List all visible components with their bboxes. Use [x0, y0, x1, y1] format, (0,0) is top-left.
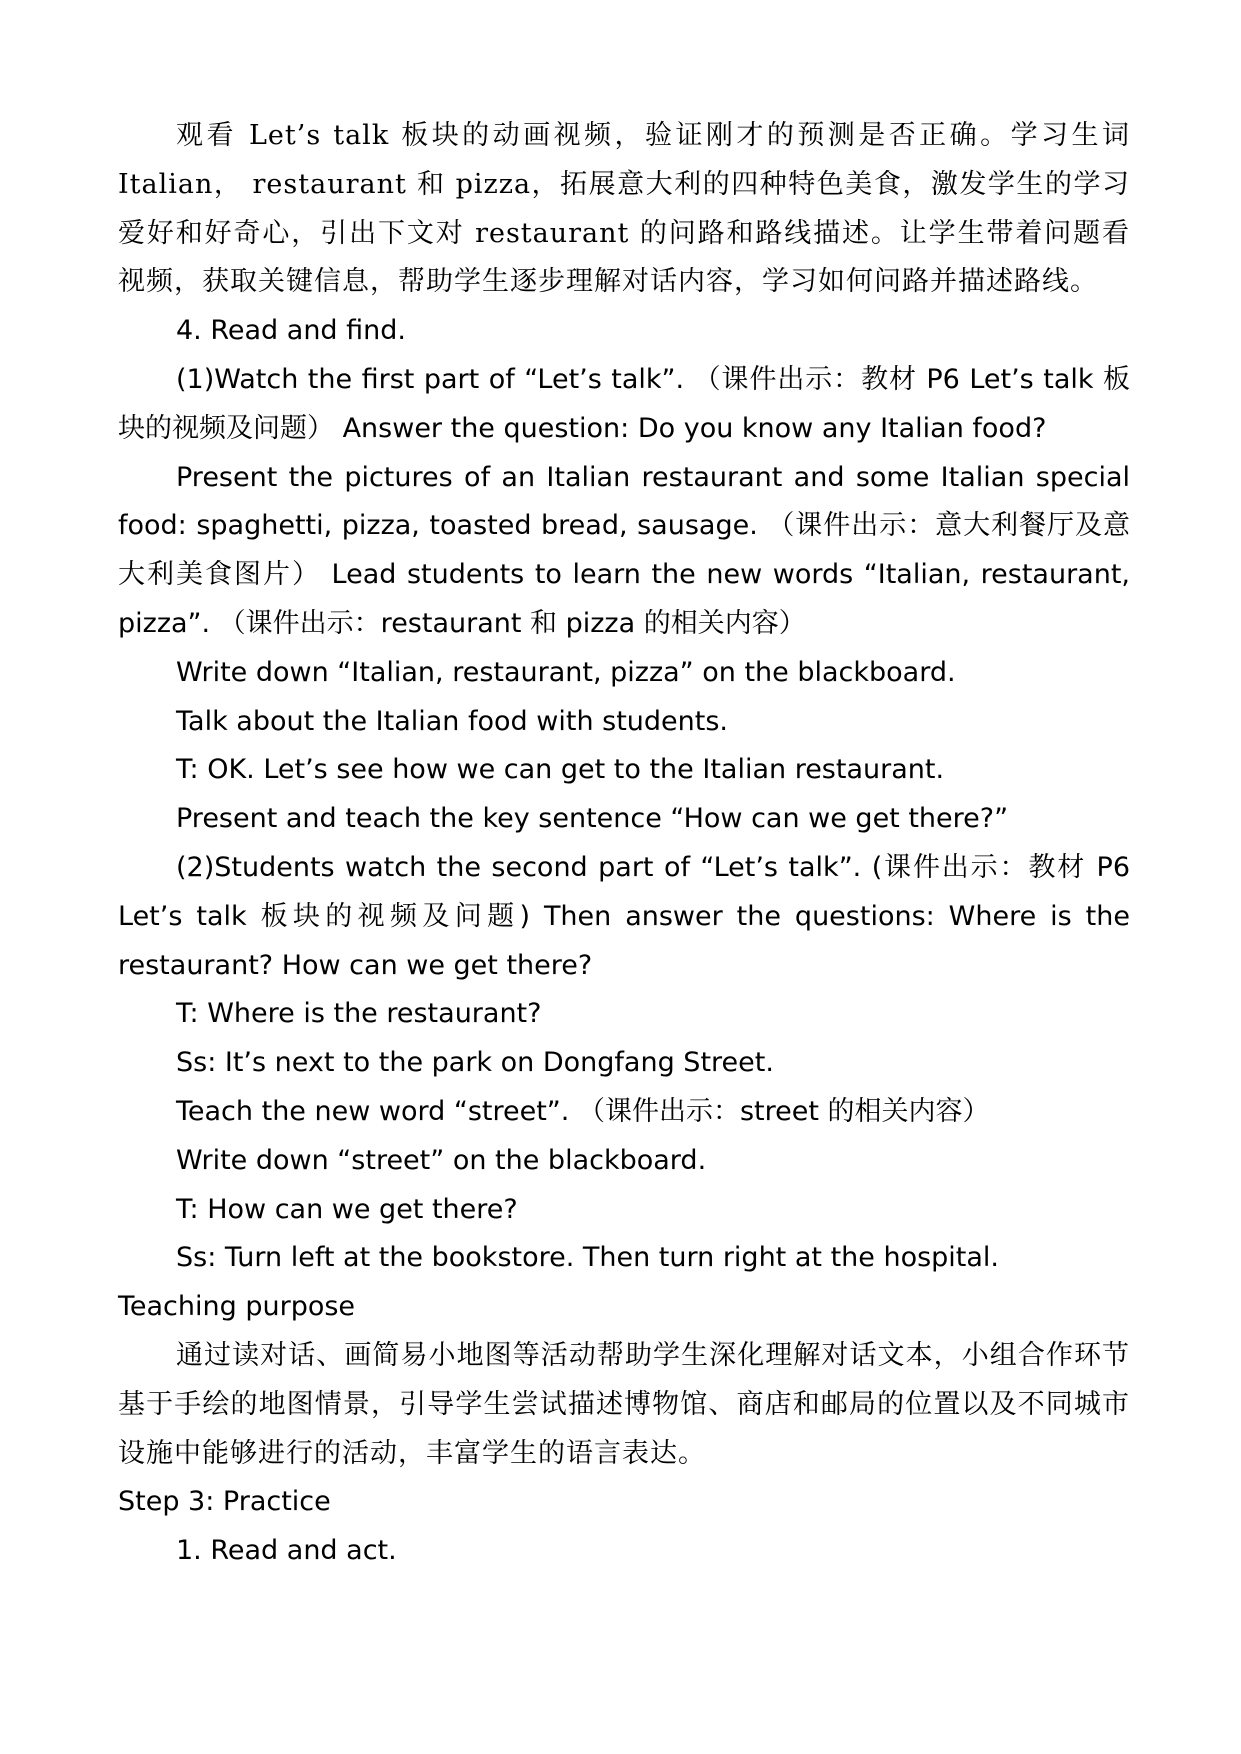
paragraph-read-and-find: 4. Read and find. — [176, 315, 406, 347]
heading-step-3: Step 3: Practice — [118, 1486, 331, 1518]
paragraph-teacher-where: T: Where is the restaurant? — [176, 998, 542, 1030]
paragraph-read-and-act: 1. Read and act. — [176, 1535, 397, 1567]
paragraph-students-next-to: Ss: It’s next to the park on Dongfang Street. — [176, 1047, 774, 1079]
paragraph-watch-first-part: (1)Watch the first part of “Let’s talk”. （课件出示：教材 P6 Let’s talk 板块的视频及问题） Answer the question: Do you know any Italian food? — [118, 363, 1130, 444]
heading-teaching-purpose: Teaching purpose — [118, 1291, 356, 1323]
paragraph-video-purpose: 观看 Let’s talk 板块的动画视频，验证刚才的预测是否正确。学习生词 Italian， restaurant 和 pizza，拓展意大利的四种特色美食，激发学生的学习爱好和好奇心，引出下文对 restaurant 的问路和路线描述。让学生带着问题看视频，获取关键信息，帮助学生逐步理解对话内容，学习如何问路并描述路线。 — [118, 120, 1130, 298]
paragraph-teach-street: Teach the new word “street”. （课件出示：street 的相关内容） — [176, 1095, 990, 1127]
lesson-plan-text — [118, 112, 1130, 1576]
paragraph-key-sentence: Present and teach the key sentence “How can we get there?” — [176, 803, 1009, 835]
paragraph-present-pictures: Present the pictures of an Italian restaurant and some Italian special food: spaghetti, pizza, toasted bread, sausage. （课件出示：意大利餐厅及意大利美食图片） Lead students to learn the new words “Italian, restaurant, pizza”. （课件出示：restaurant 和 pizza 的相关内容） — [118, 461, 1130, 639]
paragraph-teacher-how: T: How can we get there? — [176, 1193, 518, 1225]
paragraph-practice-purpose: 通过读对话、画简易小地图等活动帮助学生深化理解对话文本，小组合作环节基于手绘的地图情景，引导学生尝试描述博物馆、商店和邮局的位置以及不同城市设施中能够进行的活动，丰富学生的语言表达。 — [118, 1339, 1130, 1469]
paragraph-watch-second-part: (2)Students watch the second part of “Let’s talk”. (课件出示：教材 P6 Let’s talk 板块的视频及问题) Then answer the questions: Where is the restaurant? How can we get there? — [118, 851, 1130, 981]
paragraph-talk-about-food: Talk about the Italian food with students. — [176, 705, 728, 737]
paragraph-write-down-words: Write down “Italian, restaurant, pizza” on the blackboard. — [176, 656, 956, 688]
paragraph-students-turn-left: Ss: Turn left at the bookstore. Then turn right at the hospital. — [176, 1242, 1000, 1274]
paragraph-teacher-ok: T: OK. Let’s see how we can get to the Italian restaurant. — [176, 754, 945, 786]
paragraph-write-street: Write down “street” on the blackboard. — [176, 1144, 707, 1176]
